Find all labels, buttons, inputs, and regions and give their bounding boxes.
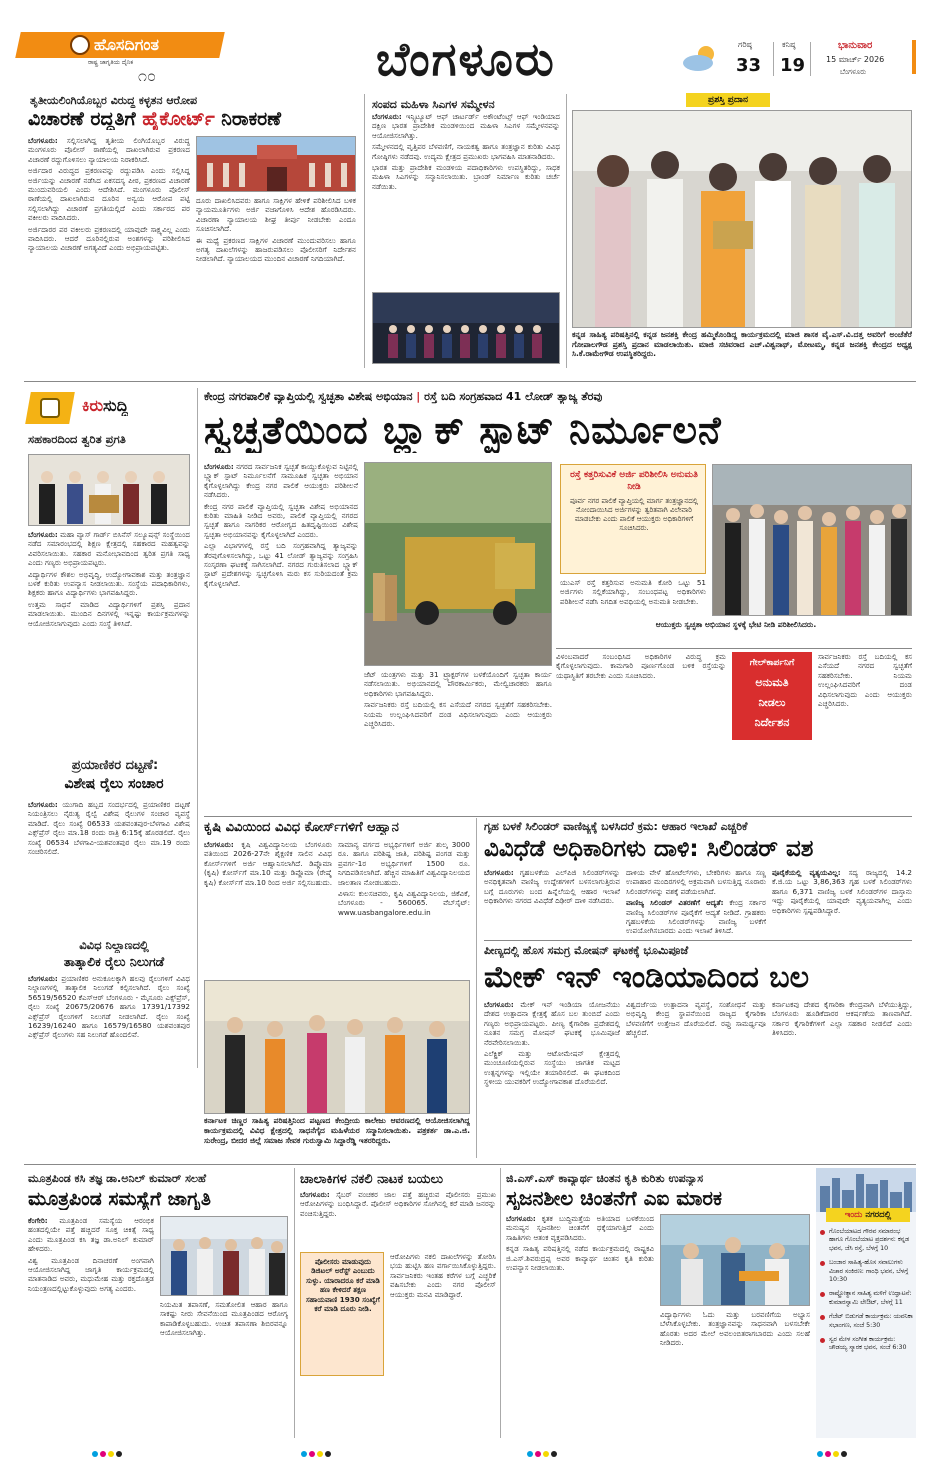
hc-dateline: ಬೆಂಗಳೂರು: — [28, 136, 58, 145]
rail-special-text — [28, 800, 190, 928]
fraud-box-text: ಪೊಲೀಸರು ಮಾಡುವುದು ಡಿಜಿಟಲ್ ಅರೆಸ್ಟ್ ಎಂಬುದು ಸುಳ್ಳು. ಯಾರಾದರೂ ಕರೆ ಮಾಡಿ ಹಣ ಕೇಳಿದರೆ ತಕ್ಷಣ ಸಹಾಯವಾಣಿ 1930 ಸಂಖ್ಯೆಗೆ ಕರೆ ಮಾಡಿ ದೂರು ನೀಡಿ. — [306, 1257, 380, 1314]
agri-p2: ಸಾಮಾನ್ಯ ವರ್ಗದ ಅಭ್ಯರ್ಥಿಗಳಿಗೆ ಅರ್ಜಿ ಶುಲ್ಕ 3000 ರೂ. ಹಾಗೂ ಪರಿಶಿಷ್ಟ ಜಾತಿ, ಪರಿಶಿಷ್ಟ ಪಂಗಡ ಮತ್ತು ಪ್ರವರ್ಗ-1ರ ಅಭ್ಯರ್ಥಿಗಳಿಗೆ 1500 ರೂ. ನಿಗದಿಪಡಿಸಲಾಗಿದೆ. ಹೆಚ್ಚಿನ ಮಾಹಿತಿಗೆ ವಿಶ್ವವಿದ್ಯಾನಿಲಯದ ಜಾಲತಾಣ ನೋಡಬಹುದು. — [338, 840, 470, 887]
mii-col-2 — [626, 1000, 766, 1156]
kiru-dateline: ಬೆಂಗಳೂರು: — [28, 530, 58, 539]
ai-p2: ಕನ್ನಡ ಸಾಹಿತ್ಯ ಪರಿಷತ್ತಿನಲ್ಲಿ ನಡೆದ ಕಾರ್ಯಕ್ರಮದಲ್ಲಿ ರಾಷ್ಟ್ರಕವಿ ಜಿ.ಎಸ್.ಶಿವರುದ್ರಪ್ಪ ಅವರ ಕಾವ್ಯಾರ್ಥ ಚಿಂತನ ಕೃತಿ ಕುರಿತು ಉಪನ್ಯಾಸ ನೀಡಲಾಯಿತು. — [506, 1244, 654, 1273]
clean-dateline: ಬೆಂಗಳೂರು: — [204, 462, 234, 471]
rail-special-dateline: ಬೆಂಗಳೂರು: — [28, 800, 58, 809]
kiru-title — [82, 396, 128, 416]
min-temp: 19 — [780, 55, 806, 76]
fraud-col-1 — [300, 1190, 496, 1250]
kidney-kicker: ಮೂತ್ರಪಿಂಡ ಕಸಿ ತಜ್ಞ ಡಾ.ಅನಿಲ್ ಕುಮಾರ್ ಸಲಹೆ — [28, 1172, 207, 1185]
rail-halt-kicker: ವಿವಿಧ ನಿಲ್ದಾಣದಲ್ಲಿ — [79, 938, 149, 952]
mii-p2: ಎಲೆಕ್ಟ್ರಿಕ್ ಮತ್ತು ಆಟೋಮೇಷನ್ ಕ್ಷೇತ್ರದಲ್ಲಿ ಮುಂಚೂಣಿಯಲ್ಲಿರುವ ಸಂಸ್ಥೆಯು ಜಾಗತಿಕ ಮಟ್ಟದ ಉತ್ಪನ್ನಗಳನ್ನು ಇಲ್ಲಿಯೇ ತಯಾರಿಸಲಿದೆ. ಈ ಘಟಕದಿಂದ ಸ್ಥಳೀಯ ಯುವಕರಿಗೆ ಉದ್ಯೋಗಾವಕಾಶ ದೊರೆಯಲಿದೆ. — [484, 1049, 620, 1087]
mii-dateline: ಬೆಂಗಳೂರು: — [484, 1000, 514, 1009]
mii-p1: ಮೇಕ್ ಇನ್ ಇಂಡಿಯಾ ಯೋಜನೆಯು ದೇಶದ ಉತ್ಪಾದನಾ ಕ್ಷೇತ್ರಕ್ಕೆ ಹೊಸ ಬಲ ತುಂಬಿದೆ ಎಂದು ಗಣ್ಯರು ಅಭಿಪ್ರಾಯಪಟ್ಟರು. ಪೀಣ್ಯ ಕೈಗಾರಿಕಾ ಪ್ರದೇಶದಲ್ಲಿ ನೂತನ ಸಮಗ್ರ ಮೋಷನ್ ಘಟಕಕ್ಕೆ ಭೂಮಿಪೂಜೆ ನೆರವೇರಿಸಲಾಯಿತು. — [484, 1000, 620, 1047]
section-rule — [484, 940, 912, 941]
rail-halt-headline: ತಾತ್ಕಾಲಿಕ ರೈಲು ನಿಲುಗಡೆ — [63, 954, 165, 969]
clean-headline: ಸ್ವಚ್ಛತೆಯಿಂದ ಬ್ಲ್ಯಾಕ್ ಸ್ಪಾಟ್ ನಿರ್ಮೂಲನೆ — [204, 408, 722, 452]
clean-top-a: ಕೇಂದ್ರ ನಗರಪಾಲಿಕೆ ವ್ಯಾಪ್ತಿಯಲ್ಲಿ ಸ್ವಚ್ಛತಾ ವಿಶೇಷ ಅಭಿಯಾನ — [204, 390, 413, 403]
clean-p6-lead: ಯುಎಸ್ ರಸ್ತೆ ಕತ್ತರಿಸುವ ಅನುಮತಿ ಕೋರಿ ಒಟ್ಟು 51 ಅರ್ಜಿಗಳು ಸಲ್ಲಿಕೆಯಾಗಿದ್ದು, ಸಂಬಂಧಪಟ್ಟ ಅಧಿಕಾರಿಗಳು ಪರಿಶೀಲನೆ ನಡೆಸಿ ನಿಗದಿತ ಅವಧಿಯಲ್ಲಿ ಅನುಮತಿ ನೀಡಬೇಕು. — [560, 578, 706, 606]
clean-p5: ಸಾರ್ವಜನಿಕರು ರಸ್ತೆ ಬದಿಯಲ್ಲಿ ಕಸ ಎಸೆಯದೆ ನಗರದ ಸ್ವಚ್ಛತೆಗೆ ಸಹಕರಿಸಬೇಕು. ನಿಯಮ ಉಲ್ಲಂಘಿಸಿದವರಿಗೆ ದಂಡ ವಿಧಿಸಲಾಗುವುದು ಎಂದು ಆಯುಕ್ತರು ಎಚ್ಚರಿಸಿದರು. — [364, 700, 552, 729]
cylinder-kicker: ಗೃಹ ಬಳಕೆ ಸಿಲಿಂಡರ್ ವಾಣಿಜ್ಯಕ್ಕೆ ಬಳಸಿದರೆ ಕ್ರಮ: ಆಹಾರ ಇಲಾಖೆ ಎಚ್ಚರಿಕೆ — [484, 820, 748, 833]
page-number: ೧೦ — [138, 66, 156, 85]
summit-p1: ಇನ್ಸ್ಟಿಟ್ಯೂಟ್ ಆಫ್ ಚಾರ್ಟರ್ಡ್ ಅಕೌಂಟೆಂಟ್ಸ್ ಆಫ್ ಇಂಡಿಯಾದ ದಕ್ಷಿಣ ಭಾರತ ಪ್ರಾದೇಶಿಕ ಮಂಡಳಿಯಿಂದ ಮಹಿಳಾ ಸಿಎಗಳ ಸಮ್ಮೇಳನವನ್ನು ಆಯೋಜಿಸಲಾಗಿತ್ತು. — [372, 112, 560, 140]
hc-headline-part-a: ವಿಚಾರಣೆ ರದ್ದತಿಗೆ — [28, 108, 143, 130]
ai-col-1 — [506, 1214, 654, 1436]
hc-headline — [28, 108, 358, 130]
clean-p1: ನಗರದ ಸಾರ್ವಜನಿಕ ಸ್ವಚ್ಛತೆ ಕಾಯ್ದುಕೊಳ್ಳುವ ನಿಟ್ಟಿನಲ್ಲಿ ಬ್ಲ್ಯಾಕ್ ಸ್ಪಾಟ್ ನಿರ್ಮೂಲನೆಗೆ ಸಾಮೂಹಿಕ ಸ್ವಚ್ಛತಾ ಅಭಿಯಾನ ಕೈಗೊಳ್ಳಲಾಗಿದ್ದು ಕೇಂದ್ರ ನಗರ ಪಾಲಿಕೆ ಆಯುಕ್ತರು ಪರಿಶೀಲನೆ ನಡೆಸಿದರು. — [204, 462, 358, 500]
kidney-col-2 — [160, 1300, 288, 1436]
section-rule — [204, 816, 912, 817]
orange-edge-bar — [912, 40, 916, 74]
ai-kicker: ಜಿ.ಎಸ್.ಎಸ್ ಕಾವ್ಯಾರ್ಥ ಚಿಂತನ ಕೃತಿ ಕುರಿತು ಉಪನ್ಯಾಸ — [506, 1172, 704, 1185]
hc-p1: ಸಲ್ಲಿಸಲಾಗಿದ್ದ ತೃತೀಯ ಲಿಂಗಿಯೊಬ್ಬರ ವಿರುದ್ಧ ಮಂಗಳೂರು ಪೊಲೀಸ್ ಠಾಣೆಯಲ್ಲಿ ದಾಖಲಾಗಿರುವ ಪ್ರಕರಣದ ವಿಚಾರಣೆ ರದ್ದುಗೊಳಿಸಲು ನ್ಯಾಯಾಲಯ ನಿರಾಕರಿಸಿದೆ. — [28, 136, 190, 164]
agri-col-2 — [338, 840, 470, 972]
today-title — [826, 1208, 910, 1222]
today-item — [820, 1336, 914, 1353]
kiru-p3: ಉತ್ತಮ ಸಾಧನೆ ಮಾಡಿದ ವಿದ್ಯಾರ್ಥಿಗಳಿಗೆ ಪ್ರಶಸ್ತಿ ಪ್ರದಾನ ಮಾಡಲಾಯಿತು. ಮುಂದಿನ ದಿನಗಳಲ್ಲಿ ಇನ್ನಷ್ಟು ಕಾರ್ಯಕ್ರಮಗಳನ್ನು ಆಯೋಜಿಸಲಾಗುವುದು ಎಂದು ಸಂಸ್ಥೆ ತಿಳಿಸಿದೆ. — [28, 599, 190, 628]
summit-kicker: ಸಂಪದ ಮಹಿಳಾ ಸಿಎಗಳ ಸಮ್ಮೇಳನ — [372, 98, 495, 111]
date-label: 15 ಮಾರ್ಚ್ 2026 — [826, 55, 885, 64]
kiru-title-a: ಕಿರು — [82, 396, 104, 415]
hc-p4: ದೂರು ದಾಖಲಿಸಿದವರು ಹಾಗೂ ಸಾಕ್ಷಿಗಳ ಹೇಳಿಕೆ ಪರಿಶೀಲಿಸಿದ ಬಳಿಕ ನ್ಯಾಯಮೂರ್ತಿಗಳು ಅರ್ಜಿ ವಜಾಗೊಳಿಸಿ ಆದೇಶ ಹೊರಡಿಸಿದರು. ವಿಚಾರಣಾ ನ್ಯಾಯಾಲಯ ಶೀಘ್ರ ತೀರ್ಪು ನೀಡಬೇಕು ಎಂದೂ ಸೂಚಿಸಲಾಗಿದೆ. — [196, 196, 356, 234]
registration-marks — [0, 1444, 945, 1454]
finger-snap-icon — [40, 398, 60, 418]
section-rule — [24, 1164, 916, 1165]
cylinder-col-2 — [626, 868, 766, 940]
bullet-icon — [820, 1230, 825, 1235]
cylinder-headline: ವಿವಿಧೆಡೆ ಅಧಿಕಾರಿಗಳು ದಾಳಿ: ಸಿಲಿಂಡರ್ ವಶ — [484, 836, 814, 862]
award-photo — [572, 110, 912, 328]
agri-p3: ವಿಳಾಸ: ಕುಲಸಚಿವರು, ಕೃಷಿ ವಿಶ್ವವಿದ್ಯಾನಿಲಯ, ಜಿಕೆವಿಕೆ, ಬೆಂಗಳೂರು - 560065. ವೆಬ್‌ಸೈಟ್: www.uasbangalore.edu.in — [338, 889, 470, 917]
logo-emblem-icon — [70, 35, 90, 55]
gail-box-line-3: ನೀಡಲು — [758, 696, 786, 709]
agri-col-1 — [204, 840, 332, 972]
ai-headline: ಸೃಜನಶೀಲ ಚಿಂತನೆಗೆ ಎಐ ಮಾರಕ — [506, 1186, 722, 1210]
hc-headline-part-b: ಹೈಕೋರ್ಟ್ — [142, 108, 215, 130]
hc-headline-part-c: ನಿರಾಕರಣೆ — [214, 108, 282, 130]
bullet-icon — [820, 1315, 825, 1320]
weather-divider — [810, 42, 811, 76]
section-rule — [556, 648, 912, 649]
clean-top-kicker — [204, 390, 914, 404]
cylinder-dateline: ಬೆಂಗಳೂರು: — [484, 868, 514, 877]
rail-halt-text — [28, 974, 190, 1064]
hc-p3: ಅರ್ಜಿದಾರರ ಪರ ವಕೀಲರು ಪ್ರಕರಣದಲ್ಲಿ ಯಾವುದೇ ಸಾಕ್ಷ್ಯವಿಲ್ಲ ಎಂದು ವಾದಿಸಿದರು. ಆದರೆ ದೂರಿನಲ್ಲಿರುವ ಅಂಶಗಳನ್ನು ಪರಿಶೀಲಿಸಿದ ನ್ಯಾಯಾಲಯ ವಿಚಾರಣೆ ಅಗತ್ಯವಿದೆ ಎಂದು ಅಭಿಪ್ರಾಯಪಟ್ಟಿತು. — [28, 224, 190, 253]
crowd-photo — [712, 464, 912, 616]
edition-label: ಬೆಂಗಳೂರು — [840, 68, 867, 76]
today-title-b: ನಗರದಲ್ಲಿ — [862, 1210, 892, 1220]
gail-box — [732, 652, 812, 740]
rail-special-headline: ವಿಶೇಷ ರೈಲು ಸಂಚಾರ — [64, 776, 164, 792]
agri-dateline: ಬೆಂಗಳೂರು: — [204, 840, 234, 849]
kidney-p3: ನಿಯಮಿತ ತಪಾಸಣೆ, ಸಮತೋಲಿತ ಆಹಾರ ಹಾಗೂ ಸಾಕಷ್ಟು ನೀರು ಸೇವನೆಯಿಂದ ಮೂತ್ರಪಿಂಡದ ಆರೋಗ್ಯ ಕಾಪಾಡಿಕೊಳ್ಳಬಹುದು. ಉಚಿತ ತಪಾಸಣಾ ಶಿಬಿರವನ್ನೂ ಆಯೋಜಿಸಲಾಗಿತ್ತು. — [160, 1300, 288, 1338]
cylinder-subhead-1: ವಾಣಿಜ್ಯ ಸಿಲಿಂಡರ್ ವಿತರಣೆಗೆ ಆದ್ಯತೆ: — [626, 898, 724, 908]
today-item — [820, 1290, 914, 1307]
cylinder-p1: ಗೃಹಬಳಕೆಯ ಎಲ್‌ಪಿಜಿ ಸಿಲಿಂಡರ್‌ಗಳನ್ನು ಅನಧಿಕೃತವಾಗಿ ವಾಣಿಜ್ಯ ಉದ್ದೇಶಗಳಿಗೆ ಬಳಸಲಾಗುತ್ತಿರುವ ಬಗ್ಗೆ ದೂರುಗಳು ಬಂದ ಹಿನ್ನೆಲೆಯಲ್ಲಿ ಆಹಾರ ಇಲಾಖೆ ಅಧಿಕಾರಿಗಳು ನಗರದ ವಿವಿಧೆಡೆ ದಿಢೀರ್ ದಾಳಿ ನಡೆಸಿದರು. — [484, 868, 620, 906]
summit-dateline: ಬೆಂಗಳೂರು: — [372, 112, 402, 121]
mii-col-1 — [484, 1000, 620, 1156]
clean-col-2 — [364, 670, 552, 812]
clean-col-3 — [560, 578, 706, 618]
kidney-photo — [160, 1216, 288, 1296]
weather-divider — [773, 42, 774, 76]
paper-tagline: ರಾಷ್ಟ್ರ ಜಾಗೃತಿಯ ದೈನಿಕ — [88, 59, 134, 66]
column-rule — [364, 94, 365, 368]
gail-box-line-2: ಅನುಮತಿ — [755, 676, 789, 689]
bullet-icon — [820, 1261, 825, 1266]
rail-halt-dateline: ಬೆಂಗಳೂರು: — [28, 974, 58, 983]
today-item-text: ಸ್ವರ ಮೇಳ ಸಂಗೀತ ಕಾರ್ಯಕ್ರಮ: ಚೌಡಯ್ಯ ಸ್ಮಾರಕ ಭವನ, ಸಂಜೆ 6:30 — [829, 1336, 907, 1352]
clean-col-1 — [204, 462, 358, 812]
kidney-p1: ಮೂತ್ರಪಿಂಡ ಸಮಸ್ಯೆಯ ಆರಂಭಿಕ ಹಂತದಲ್ಲಿಯೇ ಪತ್ತೆ ಹಚ್ಚಿದರೆ ಸೂಕ್ತ ಚಿಕಿತ್ಸೆ ಸಾಧ್ಯ ಎಂದು ಮೂತ್ರಪಿಂಡ ಕಸಿ ತಜ್ಞ ಡಾ.ಅನಿಲ್ ಕುಮಾರ್ ಹೇಳಿದರು. — [28, 1216, 154, 1254]
today-item — [820, 1313, 914, 1330]
skyline-graphic — [816, 1168, 916, 1212]
rail-special-p1: ಯುಗಾದಿ ಹಬ್ಬದ ಸಂದರ್ಭದಲ್ಲಿ ಪ್ರಯಾಣಿಕರ ದಟ್ಟಣೆ ನಿಯಂತ್ರಿಸಲು ನೈರುತ್ಯ ರೈಲ್ವೆ ವಿಶೇಷ ರೈಲುಗಳ ಸಂಚಾರ ವ್ಯವಸ್ಥೆ ಮಾಡಿದೆ. ರೈಲು ಸಂಖ್ಯೆ 06533 ಯಶವಂತಪುರ-ಬೆಳಗಾವಿ ವಿಶೇಷ ಎಕ್ಸ್‌ಪ್ರೆಸ್ ರೈಲು ಮಾ.18 ರಂದು ರಾತ್ರಿ 6:15ಕ್ಕೆ ಹೊರಡಲಿದೆ. ರೈಲು ಸಂಖ್ಯೆ 06534 ಬೆಳಗಾವಿ-ಯಶವಂತಪುರ ರೈಲು ಮಾ.19 ರಂದು ಸಂಚರಿಸಲಿದೆ. — [28, 800, 190, 857]
today-item-text: ಗೆಜೆಟ್ ಬಿಡುಗಡೆ ಕಾರ್ಯಕ್ರಮ: ಯವನಿಕಾ ಸಭಾಂಗಣ, ಸಂಜೆ 5:30 — [829, 1313, 913, 1329]
fraud-box — [300, 1252, 384, 1376]
crowd-caption: ಆಯುಕ್ತರು ಸ್ವಚ್ಛತಾ ಅಭಿಯಾನ ಸ್ಥಳಕ್ಕೆ ಭೇಟಿ ನೀಡಿ ಪರಿಶೀಲಿಸಿದರು. — [655, 620, 817, 629]
hc-col-1 — [28, 136, 190, 364]
clean-top-sep: | — [412, 390, 425, 403]
max-temp-label: ಗರಿಷ್ಠ — [738, 40, 752, 49]
clean-col-4 — [556, 652, 726, 814]
cylinder-col-1 — [484, 868, 620, 940]
gail-box-line-4: ನಿರ್ದೇಶನ — [754, 716, 790, 729]
award-label: ಪ್ರಶಸ್ತಿ ಪ್ರದಾನ — [686, 93, 770, 107]
kiru-p2: ವಿದ್ಯಾರ್ಥಿಗಳ ಕೌಶಲ ಅಭಿವೃದ್ಧಿ, ಉದ್ಯೋಗಾವಕಾಶ ಮತ್ತು ತಂತ್ರಜ್ಞಾನ ಬಳಕೆ ಕುರಿತು ಉಪನ್ಯಾಸ ನೀಡಲಾಯಿತು. ಸಂಸ್ಥೆಯ ಪದಾಧಿಕಾರಿಗಳು, ಶಿಕ್ಷಕರು ಹಾಗೂ ವಿದ್ಯಾರ್ಥಿಗಳು ಭಾಗವಹಿಸಿದ್ದರು. — [28, 569, 190, 598]
kidney-dateline: ಕೆಂಗೇರಿ: — [28, 1216, 48, 1225]
road-cut-box — [560, 464, 706, 574]
road-cut-box-title: ರಸ್ತೆ ಕತ್ತರಿಸುವಿಕೆ ಅರ್ಜಿ ಪರಿಶೀಲಿಸಿ ಅನುಮತಿ ನೀಡಿ — [570, 470, 698, 492]
kiru-photo — [28, 454, 190, 526]
bullet-icon — [820, 1338, 825, 1343]
column-rule — [500, 1168, 501, 1438]
agri-photo — [204, 980, 470, 1114]
summit-p2: ಸಮ್ಮೇಳನದಲ್ಲಿ ವೃತ್ತಿಪರ ಬೆಳವಣಿಗೆ, ನಾಯಕತ್ವ ಹಾಗೂ ತಂತ್ರಜ್ಞಾನ ಕುರಿತು ವಿವಿಧ ಗೋಷ್ಠಿಗಳು ನಡೆದವು. ಉದ್ಯಮ ಕ್ಷೇತ್ರದ ಪ್ರಮುಖರು ಭಾಗವಹಿಸಿ ಮಾತನಾಡಿದರು. — [372, 142, 560, 161]
fraud-p1: ಸೈಬರ್ ವಂಚಕರ ಜಾಲ ಪತ್ತೆ ಹಚ್ಚಿರುವ ಪೊಲೀಸರು ಪ್ರಮುಖ ಆರೋಪಿಗಳನ್ನು ಬಂಧಿಸಿದ್ದಾರೆ. ಪೊಲೀಸ್ ಅಧಿಕಾರಿಗಳ ಸೋಗಿನಲ್ಲಿ ಕರೆ ಮಾಡಿ ಜನರನ್ನು ವಂಚಿಸುತ್ತಿದ್ದರು. — [300, 1190, 496, 1218]
paper-name: ಹೊಸದಿಗಂತ — [94, 35, 159, 54]
min-temp-label: ಕನಿಷ್ಠ — [782, 40, 796, 49]
agri-p1: ಕೃಷಿ ವಿಶ್ವವಿದ್ಯಾನಿಲಯ ಬೆಂಗಳೂರು ವತಿಯಿಂದ 2026-27ನೇ ಶೈಕ್ಷಣಿಕ ಸಾಲಿನ ವಿವಿಧ ಕೋರ್ಸ್‌ಗಳಿಗೆ ಅರ್ಜಿ ಆಹ್ವಾನಿಸಲಾಗಿದೆ. ಡಿಪ್ಲೊಮಾ (ಕೃಷಿ) ಕೋರ್ಸ್‌ಗೆ ಮಾ.10 ಮತ್ತು ಡಿಪ್ಲೊಮಾ (ರೇಷ್ಮೆ ಕೃಷಿ) ಕೋರ್ಸ್‌ಗೆ ಮಾ.10 ರಿಂದ ಅರ್ಜಿ ಸಲ್ಲಿಸಬಹುದು. — [204, 840, 332, 887]
column-rule — [476, 818, 477, 1158]
cylinder-subhead-2: ಪೂರೈಕೆಯಲ್ಲಿ ವ್ಯತ್ಯಯವಿಲ್ಲ: — [772, 868, 841, 877]
column-rule — [566, 94, 567, 368]
clean-p3: ಎಲ್ಲಾ ವಿಭಾಗಗಳಲ್ಲಿ ರಸ್ತೆ ಬದಿ ಸಂಗ್ರಹವಾಗಿದ್ದ ತ್ಯಾಜ್ಯವನ್ನು ತೆರವುಗೊಳಿಸಲಾಗಿದ್ದು, ಒಟ್ಟು 41 ಲೋಡ್ ತ್ಯಾಜ್ಯವನ್ನು ಸಂಗ್ರಹಿಸಿ ಸಂಸ್ಕರಣಾ ಘಟಕಕ್ಕೆ ಸಾಗಿಸಲಾಗಿದೆ. ನಗರದ ಗುರುತಿಸಲಾದ ಬ್ಲ್ಯಾಕ್ ಸ್ಪಾಟ್ ಪ್ರದೇಶಗಳನ್ನು ಸ್ವಚ್ಛಗೊಳಿಸಿ ಮರು ಕಸ ಸುರಿಯದಂತೆ ಕ್ರಮ ಕೈಗೊಳ್ಳಲಾಗಿದೆ. — [204, 541, 358, 588]
ai-p3: ವಿದ್ಯಾರ್ಥಿಗಳು ಓದು ಮತ್ತು ಬರವಣಿಗೆಯ ಅಭ್ಯಾಸ ಬೆಳೆಸಿಕೊಳ್ಳಬೇಕು. ತಂತ್ರಜ್ಞಾನವನ್ನು ಸಾಧನವಾಗಿ ಬಳಸಬೇಕೇ ಹೊರತು ಅದರ ಮೇಲೆ ಅವಲಂಬಿತರಾಗಬಾರದು ಎಂದು ಸಲಹೆ ನೀಡಿದರು. — [660, 1310, 810, 1348]
rail-halt-p1: ಪ್ರಯಾಣಿಕರ ಅನುಕೂಲಕ್ಕಾಗಿ ಹಲವು ರೈಲುಗಳಿಗೆ ವಿವಿಧ ನಿಲ್ದಾಣಗಳಲ್ಲಿ ತಾತ್ಕಾಲಿಕ ನಿಲುಗಡೆ ಕಲ್ಪಿಸಲಾಗಿದೆ. ರೈಲು ಸಂಖ್ಯೆ 56519/56520 ಕೆಎಸ್ಆರ್ ಬೆಂಗಳೂರು - ಮೈಸೂರು ಎಕ್ಸ್‌ಪ್ರೆಸ್, ರೈಲು ಸಂಖ್ಯೆ 20675/20676 ಹಾಗೂ 17391/17392 ಎಕ್ಸ್‌ಪ್ರೆಸ್ ರೈಲುಗಳಿಗೆ ನಿಲುಗಡೆ ನೀಡಲಾಗಿದೆ. ರೈಲು ಸಂಖ್ಯೆ 16239/16240 ಹಾಗೂ 16579/16580 ಯಶವಂತಪುರ ಎಕ್ಸ್‌ಪ್ರೆಸ್ ರೈಲುಗಳು ಸಹ ನಿಲುಗಡೆ ಹೊಂದಲಿವೆ. — [28, 974, 190, 1040]
cylinder-p3: ಕೇಂದ್ರ ಸರ್ಕಾರ ವಾಣಿಜ್ಯ ಸಿಲಿಂಡರ್‌ಗಳ ಪೂರೈಕೆಗೆ ಆದ್ಯತೆ ನೀಡಿದೆ. ಗ್ರಾಹಕರು ಗೃಹಬಳಕೆಯ ಸಿಲಿಂಡರ್‌ಗಳನ್ನು ವಾಣಿಜ್ಯ ಬಳಕೆಗೆ ಉಪಯೋಗಿಸಬಾರದು ಎಂದು ಇಲಾಖೆ ತಿಳಿಸಿದೆ. — [626, 898, 766, 936]
kidney-col-1 — [28, 1216, 154, 1436]
ai-col-2 — [660, 1310, 810, 1436]
fraud-p2: ಆರೋಪಿಗಳು ನಕಲಿ ದಾಖಲೆಗಳನ್ನು ತೋರಿಸಿ ಭಯ ಹುಟ್ಟಿಸಿ ಹಣ ವರ್ಗಾಯಿಸಿಕೊಳ್ಳುತ್ತಿದ್ದರು. ಸಾರ್ವಜನಿಕರು ಇಂತಹ ಕರೆಗಳ ಬಗ್ಗೆ ಎಚ್ಚರಿಕೆ ವಹಿಸಬೇಕು ಎಂದು ನಗರ ಪೊಲೀಸ್ ಆಯುಕ್ತರು ಮನವಿ ಮಾಡಿದ್ದಾರೆ. — [390, 1252, 496, 1299]
today-list — [820, 1228, 914, 1434]
today-item-text: ರಾಷ್ಟ್ರೋತ್ಥಾನ ಸಾಹಿತ್ಯ ಮಳಿಗೆ ಉದ್ಘಾಟನೆ: ಕುಮಾರಸ್ವಾಮಿ ಲೇಔಟ್, ಬೆಳಗ್ಗೆ 11 — [829, 1290, 912, 1306]
kiru-title-b: ಸುದ್ದಿ — [103, 396, 129, 415]
kidney-headline: ಮೂತ್ರಪಿಂಡ ಸಮಸ್ಯೆಗೆ ಜಾಗೃತಿ — [28, 1188, 211, 1210]
ai-p1: ಕೃತಕ ಬುದ್ಧಿಮತ್ತೆಯ ಅತಿಯಾದ ಬಳಕೆಯಿಂದ ಮನುಷ್ಯನ ಸೃಜನಶೀಲ ಚಿಂತನೆಗೆ ಧಕ್ಕೆಯಾಗುತ್ತಿದೆ ಎಂದು ಸಾಹಿತಿಗಳು ಆತಂಕ ವ್ಯಕ್ತಪಡಿಸಿದರು. — [506, 1214, 654, 1242]
gail-box-line-1: ಗೇಲ್‌ಕಾರ್ಪನಿಗೆ — [749, 658, 795, 668]
column-rule — [294, 1168, 295, 1438]
day-label: ಭಾನುವಾರ — [838, 40, 873, 51]
fraud-dateline: ಬೆಂಗಳೂರು: — [300, 1190, 330, 1199]
hc-court-photo — [196, 136, 356, 192]
kiru-p1: ಮಹಾ ವ್ಯಾಸ್ ಗಾರ್ಡ್ ಬಿಸಿನೆಸ್ ಸಲ್ಯೂಷನ್ಸ್ ಸಂಸ್ಥೆಯಿಂದ ನಡೆದ ಸಮಾರಂಭದಲ್ಲಿ ಶಿಕ್ಷಣ ಕ್ಷೇತ್ರದಲ್ಲಿ ಸಹಕಾರದ ಮಹತ್ವವನ್ನು ವಿವರಿಸಲಾಯಿತು. ಸಹಕಾರ ಮನೋಭಾವದಿಂದ ತ್ವರಿತ ಪ್ರಗತಿ ಸಾಧ್ಯ ಎಂದು ಗಣ್ಯರು ಅಭಿಪ್ರಾಯಪಟ್ಟರು. — [28, 530, 190, 568]
today-title-a: ಇಂದು — [844, 1210, 863, 1220]
hc-col-2 — [196, 196, 356, 364]
masthead — [0, 0, 945, 92]
clean-p7: ವಿಳಂಬವಾದರೆ ಸಂಬಂಧಿಸಿದ ಅಧಿಕಾರಿಗಳ ವಿರುದ್ಧ ಕ್ರಮ ಕೈಗೊಳ್ಳಲಾಗುವುದು. ಕಾಮಗಾರಿ ಪೂರ್ಣಗೊಂಡ ಬಳಿಕ ರಸ್ತೆಯನ್ನು ಯಥಾಸ್ಥಿತಿಗೆ ತರಬೇಕು ಎಂದು ಸೂಚಿಸಿದರು. — [556, 652, 726, 680]
road-cut-box-text: ಪೂರ್ವ ನಗರ ಪಾಲಿಕೆ ವ್ಯಾಪ್ತಿಯಲ್ಲಿ ಮಾರ್ಗ ತಂತ್ರಜ್ಞಾನದಲ್ಲಿ ನೋಂದಾಯಿಸಿದ ಅರ್ಜಿಗಳನ್ನು ತ್ವರಿತವಾಗಿ ವಿಲೇವಾರಿ ಮಾಡಬೇಕು ಎಂದು ಪಾಲಿಕೆ ಆಯುಕ್ತರು ಅಧಿಕಾರಿಗಳಿಗೆ ಸೂಚಿಸಿದರು. — [569, 497, 699, 532]
kidney-p2: ವಿಶ್ವ ಮೂತ್ರಪಿಂಡ ದಿನಾಚರಣೆ ಅಂಗವಾಗಿ ಆಯೋಜಿಸಲಾಗಿದ್ದ ಜಾಗೃತಿ ಕಾರ್ಯಕ್ರಮದಲ್ಲಿ ಮಾತನಾಡಿದ ಅವರು, ಮಧುಮೇಹ ಮತ್ತು ರಕ್ತದೊತ್ತಡ ನಿಯಂತ್ರಣದಲ್ಲಿಟ್ಟುಕೊಳ್ಳುವುದು ಅಗತ್ಯ ಎಂದರು. — [28, 1255, 154, 1293]
clean-p5-dup: ಸಾರ್ವಜನಿಕರು ರಸ್ತೆ ಬದಿಯಲ್ಲಿ ಕಸ ಎಸೆಯದೆ ನಗರದ ಸ್ವಚ್ಛತೆಗೆ ಸಹಕರಿಸಬೇಕು. ನಿಯಮ ಉಲ್ಲಂಘಿಸಿದವರಿಗೆ ದಂಡ ವಿಧಿಸಲಾಗುವುದು ಎಂದು ಆಯುಕ್ತರು ಎಚ್ಚರಿಸಿದರು. — [818, 652, 912, 709]
fraud-headline: ಚಾಲಾಕಿಗಳ ನಕಲಿ ನಾಟಕ ಬಯಲು — [300, 1172, 444, 1187]
mii-col-3 — [772, 1000, 912, 1156]
section-rule — [24, 381, 916, 382]
today-item-text: ಗೊಂಬೆಯಾಟದ ಗೌರವ ಸಮಾರಂಭ ಹಾಗೂ ಗೊಂಬೆಯಾಟ ಪ್ರದರ್ಶನ: ಕನ್ನಡ ಭವನ, ಜೆಸಿ ರಸ್ತೆ, ಬೆಳಗ್ಗೆ 10 — [829, 1228, 910, 1252]
kiru-subtitle: ಸಹಕಾರದಿಂದ ತ್ವರಿತ ಪ್ರಗತಿ — [28, 432, 126, 446]
weather-cloud-icon — [680, 44, 720, 72]
clean-col-5 — [818, 652, 912, 814]
summit-photo — [372, 292, 560, 364]
clean-truck-photo — [364, 462, 552, 666]
kiru-text — [28, 530, 190, 752]
fraud-col-2 — [390, 1252, 496, 1436]
ai-photo — [660, 1214, 810, 1306]
city-title: ಬೆಂಗಳೂರು — [376, 32, 556, 86]
ai-dateline: ಬೆಂಗಳೂರು: — [506, 1214, 536, 1223]
mii-headline: ಮೇಕ್ ಇನ್ ಇಂಡಿಯಾದಿಂದ ಬಲ — [484, 960, 810, 995]
max-temp: 33 — [736, 55, 762, 76]
today-item — [820, 1228, 914, 1253]
summit-text — [372, 112, 560, 288]
award-caption: ಕನ್ನಡ ಸಾಹಿತ್ಯ ಪರಿಷತ್ತಿನಲ್ಲಿ ಕನ್ನಡ ಜನಶಕ್ತಿ ಕೇಂದ್ರ ಹಮ್ಮಿಕೊಂಡಿದ್ದ ಕಾರ್ಯಕ್ರಮದಲ್ಲಿ ಮಾಜಿ ಶಾಸಕ ವೈ.ಎಸ್.ವಿ.ದತ್ತ ಅವರಿಗೆ ಅಂಚೆತೆರೆ ಗೋಪಾಲಗೌಡ ಪ್ರಶಸ್ತಿ ಪ್ರದಾನ ಮಾಡಲಾಯಿತು. ಮಾಜಿ ಸಚಿವರಾದ ಎಚ್.ವಿಶ್ವನಾಥ್, ಮೋಟಮ್ಮ, ಕನ್ನಡ ಜನಶಕ್ತಿ ಕೇಂದ್ರದ ಅಧ್ಯಕ್ಷ ಸಿ.ಕೆ.ರಾಮೇಗೌಡ ಉಪಸ್ಥಿತರಿದ್ದರು. — [572, 330, 912, 359]
agri-headline: ಕೃಷಿ ವಿವಿಯಿಂದ ವಿವಿಧ ಕೋರ್ಸ್‌ಗಳಿಗೆ ಆಹ್ವಾನ — [204, 820, 399, 835]
cylinder-p2: ದಾಳಿಯ ವೇಳೆ ಹೋಟೆಲ್‌ಗಳು, ಬೇಕರಿಗಳು ಹಾಗೂ ಸಣ್ಣ ಉಪಾಹಾರ ಮಂದಿರಗಳಲ್ಲಿ ಅಕ್ರಮವಾಗಿ ಬಳಸುತ್ತಿದ್ದ ನೂರಾರು ಸಿಲಿಂಡರ್‌ಗಳನ್ನು ವಶಕ್ಕೆ ಪಡೆಯಲಾಗಿದೆ. — [626, 868, 766, 896]
agri-caption: ಕರ್ನಾಟಕ ಚಿಣ್ಣರ ಸಾಹಿತ್ಯ ಪರಿಷತ್ತಿನಿಂದ ಪಟ್ಟಣದ ಕೇಂದ್ರೀಯ ಕಾಲೇಜು ಆವರಣದಲ್ಲಿ ಆಯೋಜಿಸಲಾಗಿದ್ದ ಕಾರ್ಯಕ್ರಮದಲ್ಲಿ ವಿವಿಧ ಕ್ಷೇತ್ರದಲ್ಲಿ ಸಾಧನೆಗೈದ ಮಹಿಳೆಯರ ಸನ್ಮಾನಿಸಲಾಯಿತು. ಪತ್ರಕರ್ತ ಡಾ.ಎ.ಜಿ. ಸುರೇಂದ್ರ, ಬೀದರ ಜಿಲ್ಲೆ ಸಮಾಜ ಸೇವಕ ಗುರುಸ್ವಾಮಿ ಸಿದ್ದಾರೆಡ್ಡಿ ಇತರರಿದ್ದರು. — [204, 1116, 470, 1145]
brand-block — [18, 32, 222, 84]
bullet-icon — [820, 1292, 825, 1297]
today-item — [820, 1259, 914, 1284]
mii-p4: ಕರ್ನಾಟಕವು ದೇಶದ ಕೈಗಾರಿಕಾ ಕೇಂದ್ರವಾಗಿ ಬೆಳೆಯುತ್ತಿದ್ದು, ಬೆಂಗಳೂರು ಹೂಡಿಕೆದಾರರ ಆಕರ್ಷಣೆಯ ತಾಣವಾಗಿದೆ. ಸರ್ಕಾರ ಕೈಗಾರಿಕೆಗಳಿಗೆ ಎಲ್ಲಾ ಸಹಕಾರ ನೀಡಲಿದೆ ಎಂದು ತಿಳಿಸಿದರು. — [772, 1000, 912, 1038]
summit-p3: ಭಾರತ ಮತ್ತು ಪ್ರಾದೇಶಿಕ ಮಂಡಳಿಯ ಪದಾಧಿಕಾರಿಗಳು ಉಪಸ್ಥಿತರಿದ್ದು, ಸಾಧಕ ಮಹಿಳಾ ಸಿಎಗಳನ್ನು ಸನ್ಮಾನಿಸಲಾಯಿತು. ಬ್ರಾಂಡ್ ನಿರ್ಮಾಣ ಕುರಿತು ಚರ್ಚೆ ನಡೆಯಿತು. — [372, 163, 560, 191]
today-item-text: ಬಂಜಾರ ಸಾಹಿತ್ಯ-ಹೊಸ ಸವಾಲುಗಳು ವಿಚಾರ ಸಂಕಿರಣ: ಗಾಂಧಿ ಭವನ, ಬೆಳಗ್ಗೆ 10:30 — [829, 1259, 909, 1284]
column-rule — [197, 388, 198, 1068]
hc-p5: ಈ ಮಧ್ಯೆ ಪ್ರಕರಣದ ಸಾಕ್ಷಿಗಳ ವಿಚಾರಣೆ ಮುಂದುವರಿಸಲು ಹಾಗೂ ಅಗತ್ಯ ದಾಖಲೆಗಳನ್ನು ಹಾಜರುಪಡಿಸಲು ಪೊಲೀಸರಿಗೆ ನಿರ್ದೇಶನ ನೀಡಲಾಗಿದೆ. ನ್ಯಾಯಾಲಯದ ಮುಂದಿನ ವಿಚಾರಣೆ ನಿಗದಿಯಾಗಿದೆ. — [196, 235, 356, 264]
mii-p3: ವಿಶ್ವದರ್ಜೆಯ ಉತ್ಪಾದನಾ ವ್ಯವಸ್ಥೆ, ಸಂಶೋಧನೆ ಮತ್ತು ಅಭಿವೃದ್ಧಿ ಕೇಂದ್ರ ಸ್ಥಾಪನೆಯಿಂದ ರಾಜ್ಯದ ಕೈಗಾರಿಕಾ ಬೆಳವಣಿಗೆಗೆ ಉತ್ತೇಜನ ದೊರೆಯಲಿದೆ. ರಫ್ತು ಸಾಮರ್ಥ್ಯವೂ ಹೆಚ್ಚಲಿದೆ. — [626, 1000, 766, 1038]
clean-p2: ಕೇಂದ್ರ ನಗರ ಪಾಲಿಕೆ ವ್ಯಾಪ್ತಿಯಲ್ಲಿ ಸ್ವಚ್ಛತಾ ವಿಶೇಷ ಅಭಿಯಾನದ ಕುರಿತು ಮಾಹಿತಿ ನೀಡಿದ ಅವರು, ಪಾಲಿಕೆ ವ್ಯಾಪ್ತಿಯಲ್ಲಿ ನಗರದ ಸ್ವಚ್ಛತೆ ಹಾಗೂ ನಾಗರಿಕರ ಆರೋಗ್ಯದ ಹಿತದೃಷ್ಟಿಯಿಂದ ವಿಶೇಷ ಸ್ವಚ್ಛತಾ ಅಭಿಯಾನವನ್ನು ಕೈಗೊಳ್ಳಲಾಗಿದೆ ಎಂದರು. — [204, 501, 358, 539]
clean-p4: ಜೆಟ್ ಯಂತ್ರಗಳು ಮತ್ತು 31 ಟ್ರ್ಯಾಕ್ಟರ್‌ಗಳ ಬಳಕೆಯೊಂದಿಗೆ ಸ್ವಚ್ಛತಾ ಕಾರ್ಯ ನಡೆಸಲಾಯಿತು. ಅಭಿಯಾನದಲ್ಲಿ ಪೌರಕಾರ್ಮಿಕರು, ಮೇಲ್ವಿಚಾರಕರು ಹಾಗೂ ಅಧಿಕಾರಿಗಳು ಭಾಗವಹಿಸಿದ್ದರು. — [364, 670, 552, 698]
today-panel — [816, 1168, 916, 1438]
mii-kicker: ಪೀಣ್ಯದಲ್ಲಿ ಹೊಸ ಸಮಗ್ರ ಮೋಷನ್ ಘಟಕಕ್ಕೆ ಭೂಮಿಪೂಜೆ — [484, 944, 689, 957]
hc-p2: ಅರ್ಜಿದಾರ ವಿರುದ್ಧದ ಪ್ರಕರಣವನ್ನು ರದ್ದುಪಡಿಸಿ ಎಂದು ಸಲ್ಲಿಸಿದ್ದ ಅರ್ಜಿಯನ್ನು ವಿಚಾರಣೆ ನಡೆಸಿದ ಏಕಸದಸ್ಯ ಪೀಠ, ಪ್ರಕರಣದ ವಿಚಾರಣೆ ಮುಂದುವರಿಯಲಿ ಎಂದು ಆದೇಶಿಸಿದೆ. ಮಂಗಳೂರು ಪೊಲೀಸ್ ಠಾಣೆಯಲ್ಲಿ ದಾಖಲಾಗಿರುವ ದೂರಿನ ಅನ್ವಯ ಆರೋಪ ಪಟ್ಟಿ ಸಲ್ಲಿಸಲಾಗಿದ್ದು ವಿಚಾರಣೆ ಪ್ರಗತಿಯಲ್ಲಿದೆ ಎಂದು ಸರ್ಕಾರದ ಪರ ವಕೀಲರು ವಾದಿಸಿದರು. — [28, 166, 190, 223]
cylinder-p4: ಸದ್ಯ ರಾಜ್ಯದಲ್ಲಿ 14.2 ಕೆ.ಜಿ.ಯ ಒಟ್ಟು 3,86,363 ಗೃಹ ಬಳಕೆ ಸಿಲಿಂಡರ್‌ಗಳು ಹಾಗೂ 6,371 ವಾಣಿಜ್ಯ ಬಳಕೆ ಸಿಲಿಂಡರ್‌ಗಳ ದಾಸ್ತಾನು ಇದ್ದು ಪೂರೈಕೆಯಲ್ಲಿ ಯಾವುದೇ ವ್ಯತ್ಯಯವಾಗಿಲ್ಲ ಎಂದು ಅಧಿಕಾರಿಗಳು ಸ್ಪಷ್ಟಪಡಿಸಿದ್ದಾರೆ. — [772, 868, 912, 915]
cylinder-col-3 — [772, 868, 912, 940]
clean-top-b: ರಸ್ತೆ ಬದಿ ಸಂಗ್ರಹವಾದ 41 ಲೋಡ್ ತ್ಯಾಜ್ಯ ತೆರವು — [424, 390, 603, 403]
rail-special-kicker: ಪ್ರಯಾಣಿಕರ ದಟ್ಟಣೆ: — [71, 758, 159, 773]
hc-kicker: ತೃತೀಯಲಿಂಗಿಯೊಬ್ಬರ ವಿರುದ್ಧ ಕಳ್ಳತನ ಆರೋಪ — [30, 94, 198, 107]
